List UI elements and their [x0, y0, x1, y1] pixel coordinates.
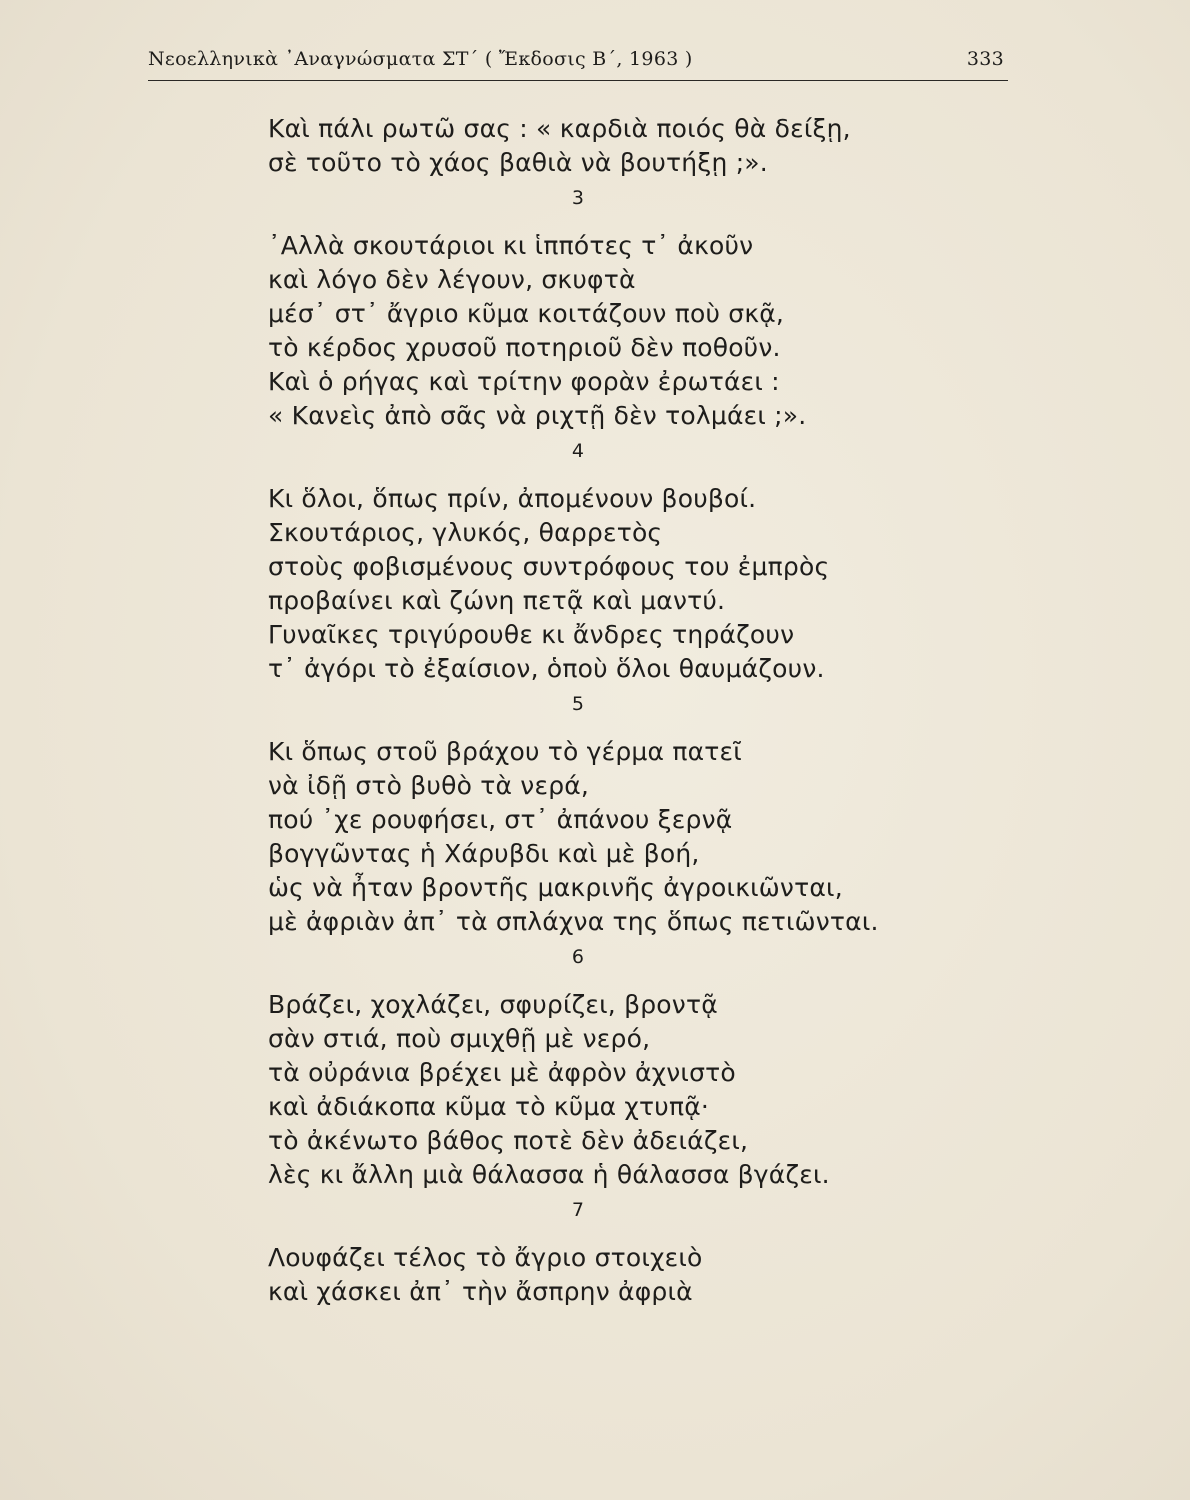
poem-line: ᾿Αλλὰ σκουτάριοι κι ἱππότες τ᾿ ἀκοῦν: [268, 231, 754, 260]
poem-line: Λουφάζει τέλος τὸ ἄγριο στοιχειὸ: [268, 1243, 703, 1272]
poem-line: τὸ κέρδος χρυσοῦ ποτηριοῦ δὲν ποθοῦν.: [268, 333, 781, 362]
poem-line: καὶ χάσκει ἀπ᾿ τὴν ἄσπρην ἀφριὰ: [268, 1277, 693, 1306]
poem-line: σὲ τοῦτο τὸ χάος βαθιὰ νὰ βουτήξῃ ;».: [268, 148, 768, 177]
poem-line: τὰ οὐράνια βρέχει μὲ ἀφρὸν ἀχνιστὸ: [268, 1058, 736, 1087]
poem-line: ὡς νὰ ἦταν βροντῆς μακρινῆς ἀγροικιῶνται,: [268, 873, 843, 902]
poem-line: σὰν στιά, ποὺ σμιχθῇ μὲ νερό,: [268, 1024, 651, 1053]
poem-line: τ᾿ ἀγόρι τὸ ἐξαίσιον, ὁποὺ ὅλοι θαυμάζουν.: [268, 654, 825, 683]
poem-line: βογγῶντας ἡ Χάρυβδι καὶ μὲ βοή,: [268, 839, 700, 868]
poem-line: μέσ᾿ στ᾿ ἄγριο κῦμα κοιτάζουν ποὺ σκᾷ,: [268, 299, 785, 328]
poem-line: προβαίνει καὶ ζώνη πετᾷ καὶ μαντύ.: [268, 586, 726, 615]
poem-line: μὲ ἀφριὰν ἀπ᾿ τὰ σπλάχνα της ὅπως πετιῶνται.: [268, 907, 879, 936]
poem-line: λὲς κι ἄλλη μιὰ θάλασσα ἡ θάλασσα βγάζει.: [268, 1160, 830, 1189]
poem-line: τὸ ἀκένωτο βάθος ποτὲ δὲν ἀδειάζει,: [268, 1126, 749, 1155]
poem-body: [268, 112, 958, 1309]
poem-line: Κι ὅπως στοῦ βράχου τὸ γέρμα πατεῖ: [268, 737, 742, 766]
running-header-title: Νεοελληνικὰ ᾿Αναγνώσματα ΣΤ΄ ( Ἔκδοσις Β΄, 1963 ): [148, 48, 693, 70]
poem-line: Κι ὅλοι, ὅπως πρίν, ἀπομένουν βουβοί.: [268, 484, 757, 513]
page-number: 333: [966, 48, 1004, 70]
poem-line: καὶ λόγο δὲν λέγουν, σκυφτὰ: [268, 265, 636, 294]
stanza-number: 7: [571, 1199, 585, 1221]
header-rule: [148, 80, 1008, 81]
poem-line: Καὶ ὁ ρήγας καὶ τρίτην φορὰν ἐρωτάει :: [268, 367, 780, 396]
stanza-number: 5: [571, 693, 585, 715]
poem-line: Γυναῖκες τριγύρουθε κι ἄνδρες τηράζουν: [268, 620, 795, 649]
poem-line: στοὺς φοβισμένους συντρόφους του ἐμπρὸς: [268, 552, 830, 581]
poem-line: Καὶ πάλι ρωτῶ σας : « καρδιὰ ποιός θὰ δείξῃ,: [268, 114, 851, 143]
stanza-number: 3: [571, 187, 585, 209]
poem-line: Βράζει, χοχλάζει, σφυρίζει, βροντᾷ: [268, 990, 718, 1019]
stanza-number: 4: [571, 440, 585, 462]
poem-line: Σκουτάριος, γλυκός, θαρρετὸς: [268, 518, 663, 547]
poem-line: νὰ ἰδῇ στὸ βυθὸ τὰ νερά,: [268, 771, 590, 800]
poem-line: « Κανεὶς ἀπὸ σᾶς νὰ ριχτῇ δὲν τολμάει ;».: [268, 401, 807, 430]
stanza-number: 6: [571, 946, 585, 968]
poem-line: καὶ ἀδιάκοπα κῦμα τὸ κῦμα χτυπᾷ·: [268, 1092, 710, 1121]
poem-line: πού ᾿χε ρουφήσει, στ᾿ ἀπάνου ξερνᾷ: [268, 805, 733, 834]
running-header: [148, 44, 1004, 78]
